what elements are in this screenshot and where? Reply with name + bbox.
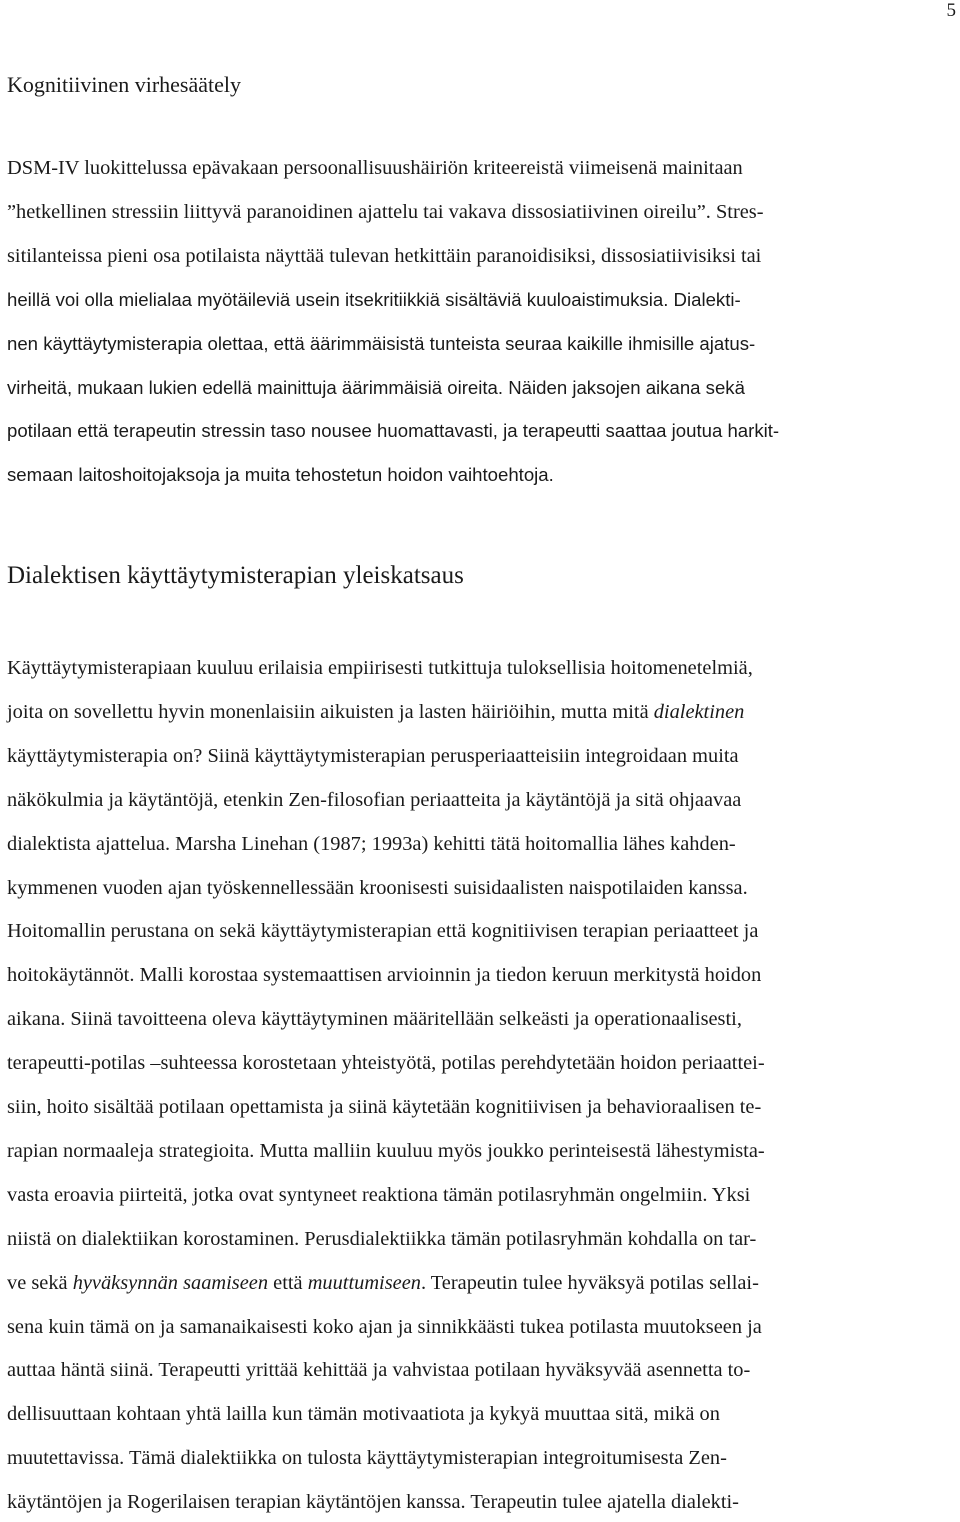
text-span: siin, hoito sisältää potilaan opettamista ja siinä käytetään kognitiivisen ja behavioraalisen te- xyxy=(7,1096,762,1118)
text-line xyxy=(7,462,554,488)
text-line xyxy=(7,1138,765,1164)
text-line xyxy=(7,962,761,988)
text-span: ve sekä xyxy=(7,1271,73,1294)
text-span: heillä voi olla mielialaa myötäileviä usein itsekritiikkiä sisältäviä kuuloaistimuksia. Dialekti- xyxy=(7,288,741,310)
text-span: rapian normaaleja strategioita. Mutta malliin kuuluu myös joukko perinteisestä lähestymista- xyxy=(7,1139,765,1162)
text-span: joita on sovellettu hyvin monenlaisiin aikuisten ja lasten häiriöihin, mutta mitä xyxy=(7,700,654,723)
text-span: näkökulmia ja käytäntöjä, etenkin Zen-filosofian periaatteita ja käytäntöjä ja sitä ohjaavaa xyxy=(7,788,742,811)
text-line xyxy=(7,1226,756,1252)
text-span: dellisuuttaan kohtaan yhtä lailla kun tämän motivaatiota ja kykyä muuttaa sitä, mikä on xyxy=(7,1403,720,1426)
text-line xyxy=(7,155,743,181)
text-span: sitilanteissa pieni osa potilaista näyttää tulevan hetkittäin paranoidisiksi, dissosiatiivisiksi tai xyxy=(7,244,762,267)
text-span: käytäntöjen ja Rogerilaisen terapian käytäntöjen kanssa. Terapeutin tulee ajatella dialekti- xyxy=(7,1491,739,1514)
text-span: terapeutti-potilas –suhteessa korostetaan yhteistyötä, potilas perehdytetään hoidon periaattei- xyxy=(7,1052,765,1075)
section-heading-dbt-overview: Dialektisen käyttäytymisterapian yleiskatsaus xyxy=(7,562,464,589)
text-line xyxy=(7,331,755,357)
text-span: ”hetkellinen stressiin liittyvä paranoidinen ajattelu tai vakava dissosiatiivinen oireilu”. Stres- xyxy=(7,200,764,223)
text-span: vasta eroavia piirteitä, jotka ovat syntyneet reaktiona tämän potilasryhmän ongelmiin. Yksi xyxy=(7,1183,751,1206)
text-span: potilaan että terapeutin stressin taso nousee huomattavasti, ja terapeutti saattaa joutua harkit- xyxy=(7,420,780,442)
text-span: niistä on dialektiikan korostaminen. Perusdialektiikka tämän potilasryhmän kohdalla on tar- xyxy=(7,1227,757,1250)
text-span: virheitä, mukaan lukien edellä mainittuja äärimmäisiä oireita. Näiden jaksojen aikana sekä xyxy=(7,376,745,398)
section-heading-cognitive-dysregulation: Kognitiivinen virhesäätely xyxy=(7,72,241,97)
text-line xyxy=(7,1094,761,1120)
text-span: DSM-IV luokittelussa epävakaan persoonallisuushäiriön kriteereistä viimeisenä mainitaan xyxy=(7,157,743,179)
text-line xyxy=(7,418,779,444)
emphasis-text: hyväksynnän saamiseen xyxy=(72,1271,269,1294)
emphasis-text: muuttumiseen xyxy=(307,1271,421,1294)
text-line xyxy=(7,918,758,944)
page-number: 5 xyxy=(946,0,956,21)
text-span: muutettavissa. Tämä dialektiikka on tulosta käyttäytymisterapian integroitumisesta Zen- xyxy=(7,1447,727,1470)
text-line xyxy=(7,875,748,901)
text-line xyxy=(7,655,753,681)
text-line xyxy=(7,1270,759,1296)
text-span: aikana. Siinä tavoitteena oleva käyttäytyminen määritellään selkeästi ja operationaalisesti, xyxy=(7,1008,742,1031)
text-span: Käyttäytymisterapiaan kuuluu erilaisia empiirisesti tutkittuja tuloksellisia hoitomenetelmiä, xyxy=(7,657,753,679)
text-span: kymmenen vuoden ajan työskennellessään kroonisesti suisidaalisten naispotilaiden kanssa. xyxy=(7,876,748,899)
text-span: . Terapeutin tulee hyväksyä potilas sellai- xyxy=(420,1271,759,1294)
text-span: käyttäytymisterapia on? Siinä käyttäytymisterapian perusperiaatteisiin integroidaan muita xyxy=(7,744,739,767)
text-line xyxy=(7,699,744,725)
text-span: auttaa häntä siinä. Terapeutti yrittää kehittää ja vahvistaa potilaan hyväksyvää asennetta to- xyxy=(7,1359,751,1382)
text-span: dialektista ajattelua. Marsha Linehan (1987; 1993a) kehitti tätä hoitomallia lähes kahden- xyxy=(7,832,736,855)
text-span: Hoitomallin perustana on sekä käyttäytymisterapian että kognitiivisen terapian periaatteet ja xyxy=(7,920,759,943)
text-span: nen käyttäytymisterapia olettaa, että äärimmäisistä tunteista seuraa kaikille ihmisille ajatus- xyxy=(7,332,756,354)
text-span: hoitokäytännöt. Malli korostaa systemaattisen arvioinnin ja tiedon keruun merkitystä hoidon xyxy=(7,964,762,987)
text-line xyxy=(7,1489,739,1515)
text-span: semaan laitoshoitojaksoja ja muita tehostetun hoidon vaihtoehtoja. xyxy=(7,464,554,486)
text-line xyxy=(7,1050,765,1076)
text-line xyxy=(7,1445,727,1471)
text-line xyxy=(7,1006,742,1032)
text-line xyxy=(7,287,741,313)
text-span: sena kuin tämä on ja samanaikaisesti koko ajan ja sinnikkäästi tukea potilasta muutokseen ja xyxy=(7,1315,762,1338)
text-line xyxy=(7,1314,762,1340)
text-line xyxy=(7,831,736,857)
text-line xyxy=(7,1182,750,1208)
text-line xyxy=(7,787,741,813)
text-line xyxy=(7,199,764,225)
text-line xyxy=(7,375,745,401)
text-line xyxy=(7,743,739,769)
text-span: että xyxy=(268,1271,308,1294)
text-line xyxy=(7,243,761,269)
text-line xyxy=(7,1357,750,1383)
emphasis-text: dialektinen xyxy=(653,700,745,723)
text-line xyxy=(7,1401,720,1427)
